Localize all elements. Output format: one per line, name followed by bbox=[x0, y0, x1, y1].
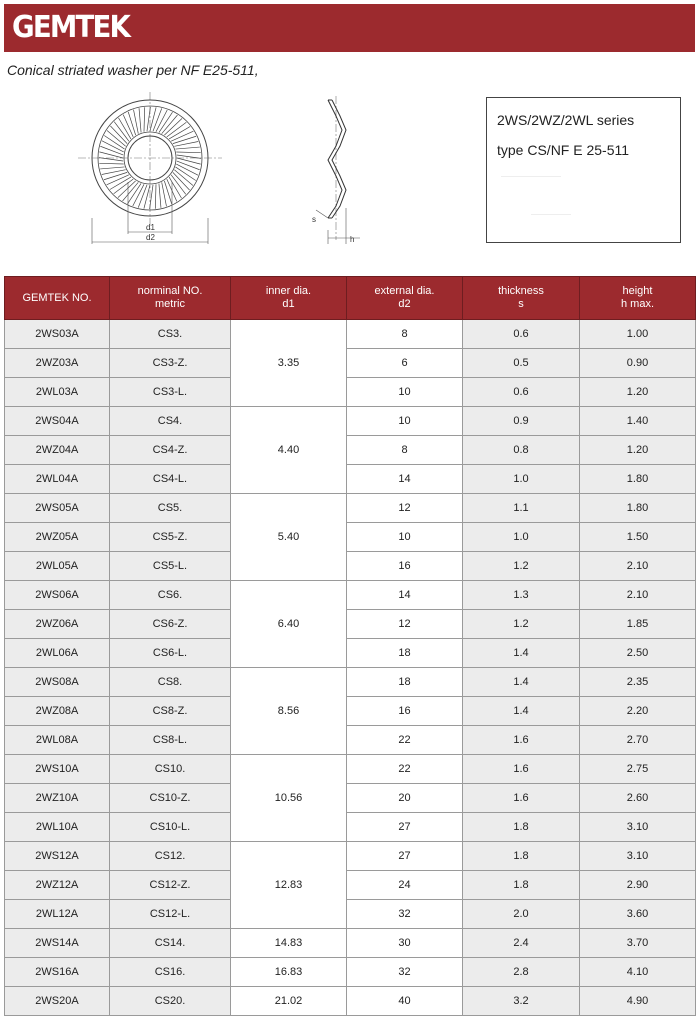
metric-cell: CS16. bbox=[110, 958, 231, 987]
external-dia-cell: 20 bbox=[347, 784, 463, 813]
metric-cell: CS12-L. bbox=[110, 900, 231, 929]
height-cell: 3.70 bbox=[580, 929, 696, 958]
height-cell: 1.00 bbox=[580, 320, 696, 349]
external-dia-cell: 22 bbox=[347, 726, 463, 755]
height-cell: 4.90 bbox=[580, 987, 696, 1016]
serration-line bbox=[107, 175, 129, 185]
brand-header bbox=[4, 4, 695, 52]
serration-line bbox=[144, 107, 145, 131]
column-header-sublabel: metric bbox=[155, 298, 185, 310]
column-header-label: inner dia. bbox=[265, 285, 312, 297]
metric-cell: CS20. bbox=[110, 987, 231, 1016]
gemtek-no-cell: 2WL06A bbox=[5, 639, 110, 668]
external-dia-cell: 6 bbox=[347, 349, 463, 378]
d1-label: d1 bbox=[146, 223, 155, 232]
gemtek-no-cell: 2WS03A bbox=[5, 320, 110, 349]
table-row bbox=[5, 842, 696, 871]
thickness-cell: 1.6 bbox=[463, 784, 580, 813]
gemtek-no-cell: 2WS05A bbox=[5, 494, 110, 523]
page-subtitle: Conical striated washer per NF E25-511, bbox=[7, 62, 259, 78]
height-cell: 1.85 bbox=[580, 610, 696, 639]
gemtek-no-cell: 2WS12A bbox=[5, 842, 110, 871]
gemtek-no-cell: 2WS14A bbox=[5, 929, 110, 958]
washer-front-view bbox=[78, 92, 222, 244]
serration-line bbox=[153, 108, 162, 131]
metric-cell: CS3-Z. bbox=[110, 349, 231, 378]
height-cell: 2.35 bbox=[580, 668, 696, 697]
height-cell: 2.10 bbox=[580, 552, 696, 581]
table-row bbox=[5, 813, 696, 842]
column-header bbox=[347, 277, 463, 320]
metric-cell: CS10-L. bbox=[110, 813, 231, 842]
gemtek-no-cell: 2WL04A bbox=[5, 465, 110, 494]
column-header bbox=[110, 277, 231, 320]
column-header-label: GEMTEK NO. bbox=[22, 291, 92, 304]
height-cell: 3.10 bbox=[580, 842, 696, 871]
height-cell: 2.90 bbox=[580, 871, 696, 900]
thickness-cell: 1.8 bbox=[463, 871, 580, 900]
column-header bbox=[580, 277, 696, 320]
metric-cell: CS12. bbox=[110, 842, 231, 871]
thickness-cell: 1.8 bbox=[463, 842, 580, 871]
thickness-cell: 1.8 bbox=[463, 813, 580, 842]
height-cell: 1.20 bbox=[580, 378, 696, 407]
external-dia-cell: 10 bbox=[347, 407, 463, 436]
metric-cell: CS8-L. bbox=[110, 726, 231, 755]
column-header-label: external dia. bbox=[374, 285, 435, 297]
faint-rule bbox=[531, 214, 571, 215]
height-cell: 2.10 bbox=[580, 581, 696, 610]
external-dia-cell: 10 bbox=[347, 378, 463, 407]
serration-line bbox=[144, 185, 150, 209]
h-label: h bbox=[350, 235, 355, 244]
serration-line bbox=[177, 158, 201, 164]
gemtek-no-cell: 2WS10A bbox=[5, 755, 110, 784]
column-header-sublabel: s bbox=[518, 298, 524, 310]
gemtek-no-cell: 2WL12A bbox=[5, 900, 110, 929]
table-row bbox=[5, 900, 696, 929]
metric-cell: CS6-L. bbox=[110, 639, 231, 668]
gemtek-no-cell: 2WZ03A bbox=[5, 349, 110, 378]
external-dia-cell: 14 bbox=[347, 465, 463, 494]
serration-line bbox=[138, 185, 147, 208]
thickness-cell: 1.0 bbox=[463, 465, 580, 494]
height-cell: 2.60 bbox=[580, 784, 696, 813]
height-cell: 3.60 bbox=[580, 900, 696, 929]
external-dia-cell: 10 bbox=[347, 523, 463, 552]
metric-cell: CS10-Z. bbox=[110, 784, 231, 813]
metric-cell: CS3-L. bbox=[110, 378, 231, 407]
d2-label: d2 bbox=[146, 233, 155, 242]
gemtek-no-cell: 2WS16A bbox=[5, 958, 110, 987]
metric-cell: CS4-Z. bbox=[110, 436, 231, 465]
serration-line bbox=[99, 163, 123, 164]
external-dia-cell: 18 bbox=[347, 668, 463, 697]
table-row bbox=[5, 987, 696, 1016]
external-dia-cell: 22 bbox=[347, 755, 463, 784]
metric-cell: CS12-Z. bbox=[110, 871, 231, 900]
column-header-label: thickness bbox=[498, 285, 544, 297]
column-header bbox=[231, 277, 347, 320]
metric-cell: CS14. bbox=[110, 929, 231, 958]
height-cell: 1.50 bbox=[580, 523, 696, 552]
inner-dia-cell: 21.02 bbox=[231, 987, 347, 1016]
external-dia-cell: 12 bbox=[347, 494, 463, 523]
inner-dia-cell: 8.56 bbox=[231, 668, 347, 755]
external-dia-cell: 14 bbox=[347, 581, 463, 610]
external-dia-cell: 40 bbox=[347, 987, 463, 1016]
metric-cell: CS4-L. bbox=[110, 465, 231, 494]
thickness-cell: 1.3 bbox=[463, 581, 580, 610]
serration-line bbox=[123, 115, 133, 137]
external-dia-cell: 32 bbox=[347, 900, 463, 929]
table-header-row bbox=[5, 277, 696, 320]
thickness-cell: 1.0 bbox=[463, 523, 580, 552]
washer-side-view bbox=[312, 96, 360, 244]
height-cell: 4.10 bbox=[580, 958, 696, 987]
gemtek-no-cell: 2WZ06A bbox=[5, 610, 110, 639]
series-info-box bbox=[486, 97, 681, 243]
column-header-sublabel: h max. bbox=[620, 298, 654, 310]
thickness-cell: 2.4 bbox=[463, 929, 580, 958]
thickness-cell: 1.4 bbox=[463, 639, 580, 668]
external-dia-cell: 8 bbox=[347, 436, 463, 465]
inner-dia-cell: 6.40 bbox=[231, 581, 347, 668]
serration-line bbox=[139, 108, 141, 132]
serration-line bbox=[100, 167, 124, 169]
table-row bbox=[5, 610, 696, 639]
table-row bbox=[5, 668, 696, 697]
thickness-cell: 1.1 bbox=[463, 494, 580, 523]
gemtek-no-cell: 2WS20A bbox=[5, 987, 110, 1016]
inner-dia-cell: 12.83 bbox=[231, 842, 347, 929]
thickness-cell: 1.2 bbox=[463, 610, 580, 639]
gemtek-no-cell: 2WL05A bbox=[5, 552, 110, 581]
serration-line bbox=[155, 184, 156, 208]
series-type: type CS/NF E 25-511 bbox=[497, 142, 630, 158]
table-row bbox=[5, 552, 696, 581]
external-dia-cell: 27 bbox=[347, 813, 463, 842]
metric-cell: CS3. bbox=[110, 320, 231, 349]
table-row bbox=[5, 349, 696, 378]
thickness-cell: 2.8 bbox=[463, 958, 580, 987]
metric-cell: CS6. bbox=[110, 581, 231, 610]
gemtek-no-cell: 2WZ10A bbox=[5, 784, 110, 813]
external-dia-cell: 24 bbox=[347, 871, 463, 900]
washer-drawing bbox=[70, 90, 370, 250]
column-header-label: norminal NO. bbox=[137, 285, 203, 297]
height-cell: 2.75 bbox=[580, 755, 696, 784]
table-row bbox=[5, 407, 696, 436]
column-header bbox=[463, 277, 580, 320]
height-cell: 1.40 bbox=[580, 407, 696, 436]
gemtek-no-cell: 2WL03A bbox=[5, 378, 110, 407]
height-cell: 2.20 bbox=[580, 697, 696, 726]
thickness-cell: 0.6 bbox=[463, 378, 580, 407]
table-row bbox=[5, 523, 696, 552]
external-dia-cell: 8 bbox=[347, 320, 463, 349]
gemtek-no-cell: 2WS06A bbox=[5, 581, 110, 610]
column-header-sublabel: d2 bbox=[398, 298, 411, 310]
metric-cell: CS10. bbox=[110, 755, 231, 784]
faint-rule bbox=[501, 176, 561, 177]
table-row bbox=[5, 320, 696, 349]
external-dia-cell: 32 bbox=[347, 958, 463, 987]
metric-cell: CS5-L. bbox=[110, 552, 231, 581]
table-row bbox=[5, 494, 696, 523]
column-header bbox=[5, 277, 110, 320]
inner-dia-cell: 10.56 bbox=[231, 755, 347, 842]
gemtek-no-cell: 2WZ08A bbox=[5, 697, 110, 726]
metric-cell: CS5-Z. bbox=[110, 523, 231, 552]
gemtek-no-cell: 2WS08A bbox=[5, 668, 110, 697]
height-cell: 0.90 bbox=[580, 349, 696, 378]
thickness-cell: 0.6 bbox=[463, 320, 580, 349]
gemtek-no-cell: 2WZ05A bbox=[5, 523, 110, 552]
column-header-sublabel: d1 bbox=[282, 298, 295, 310]
table-row bbox=[5, 697, 696, 726]
inner-dia-cell: 5.40 bbox=[231, 494, 347, 581]
table-row bbox=[5, 726, 696, 755]
serration-line bbox=[99, 152, 123, 158]
serration-line bbox=[175, 147, 199, 149]
thickness-cell: 3.2 bbox=[463, 987, 580, 1016]
serration-line bbox=[176, 152, 200, 153]
inner-dia-cell: 16.83 bbox=[231, 958, 347, 987]
serration-line bbox=[150, 107, 156, 131]
external-dia-cell: 27 bbox=[347, 842, 463, 871]
thickness-cell: 1.4 bbox=[463, 668, 580, 697]
thickness-cell: 0.9 bbox=[463, 407, 580, 436]
thickness-cell: 2.0 bbox=[463, 900, 580, 929]
table-row bbox=[5, 465, 696, 494]
gemtek-no-cell: 2WL10A bbox=[5, 813, 110, 842]
inner-dia-cell: 3.35 bbox=[231, 320, 347, 407]
gemtek-no-cell: 2WZ04A bbox=[5, 436, 110, 465]
external-dia-cell: 30 bbox=[347, 929, 463, 958]
table-row bbox=[5, 784, 696, 813]
metric-cell: CS5. bbox=[110, 494, 231, 523]
thickness-cell: 0.8 bbox=[463, 436, 580, 465]
table-row bbox=[5, 581, 696, 610]
table-row bbox=[5, 929, 696, 958]
gemtek-no-cell: 2WZ12A bbox=[5, 871, 110, 900]
gemtek-no-cell: 2WS04A bbox=[5, 407, 110, 436]
metric-cell: CS8-Z. bbox=[110, 697, 231, 726]
serration-line bbox=[100, 146, 123, 155]
table-row bbox=[5, 958, 696, 987]
height-cell: 2.70 bbox=[580, 726, 696, 755]
thickness-cell: 1.4 bbox=[463, 697, 580, 726]
metric-cell: CS6-Z. bbox=[110, 610, 231, 639]
series-name: 2WS/2WZ/2WL series bbox=[497, 112, 635, 128]
external-dia-cell: 16 bbox=[347, 552, 463, 581]
serration-line bbox=[171, 131, 193, 141]
table-row bbox=[5, 871, 696, 900]
height-cell: 1.80 bbox=[580, 465, 696, 494]
inner-dia-cell: 4.40 bbox=[231, 407, 347, 494]
height-cell: 1.80 bbox=[580, 494, 696, 523]
height-cell: 3.10 bbox=[580, 813, 696, 842]
brand-logo: GEMTEK bbox=[12, 10, 130, 45]
table-row bbox=[5, 378, 696, 407]
spec-table bbox=[4, 276, 696, 1016]
serration-line bbox=[177, 161, 200, 170]
s-label: s bbox=[312, 215, 316, 224]
height-cell: 2.50 bbox=[580, 639, 696, 668]
table-row bbox=[5, 755, 696, 784]
serration-line bbox=[159, 183, 161, 207]
external-dia-cell: 18 bbox=[347, 639, 463, 668]
column-header-label: height bbox=[622, 285, 653, 297]
metric-cell: CS4. bbox=[110, 407, 231, 436]
metric-cell: CS8. bbox=[110, 668, 231, 697]
height-cell: 1.20 bbox=[580, 436, 696, 465]
gemtek-no-cell: 2WL08A bbox=[5, 726, 110, 755]
table-row bbox=[5, 436, 696, 465]
inner-dia-cell: 14.83 bbox=[231, 929, 347, 958]
table-row bbox=[5, 639, 696, 668]
thickness-cell: 1.6 bbox=[463, 755, 580, 784]
thickness-cell: 1.2 bbox=[463, 552, 580, 581]
thickness-cell: 0.5 bbox=[463, 349, 580, 378]
external-dia-cell: 16 bbox=[347, 697, 463, 726]
external-dia-cell: 12 bbox=[347, 610, 463, 639]
thickness-cell: 1.6 bbox=[463, 726, 580, 755]
